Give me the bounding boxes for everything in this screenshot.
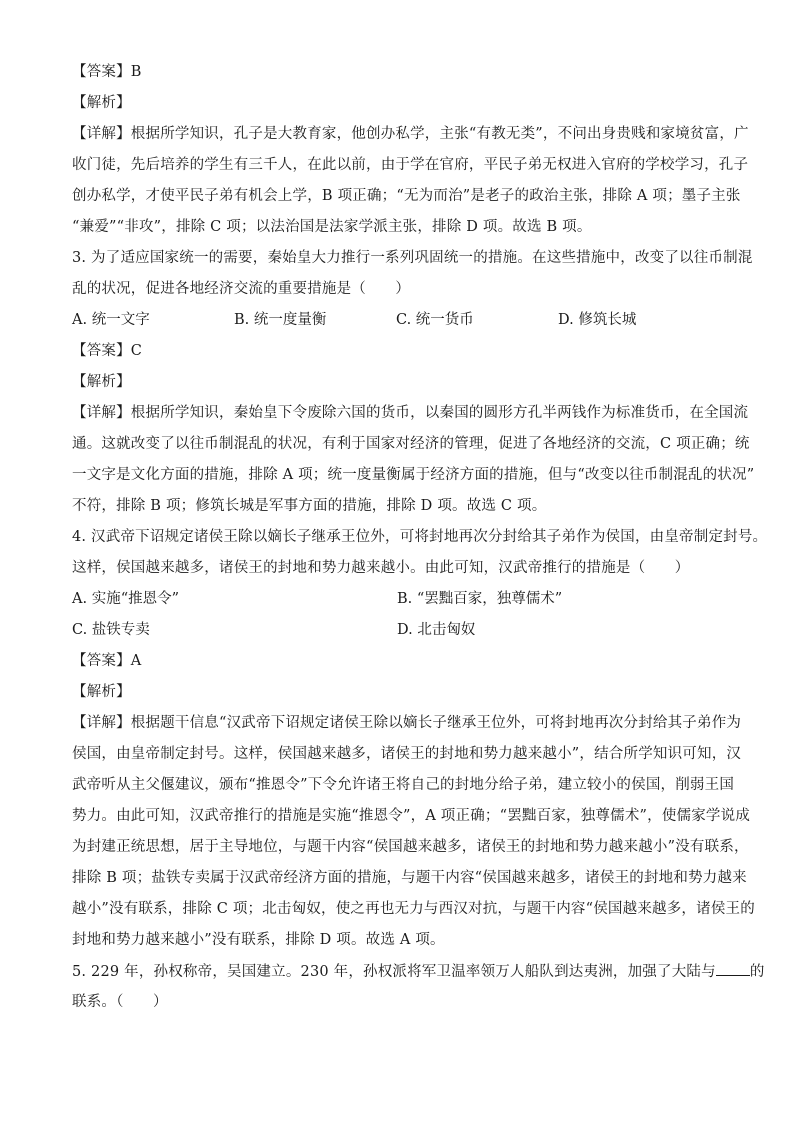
q4-option-c: C. 盐铁专卖 <box>72 622 150 638</box>
q2-analysis-heading: 【解析】 <box>72 95 131 111</box>
q4-analysis-heading: 【解析】 <box>72 684 131 700</box>
q3-analysis-heading: 【解析】 <box>72 374 131 390</box>
q2-answer: 【答案】B <box>72 64 142 80</box>
q4-detail-line: 【详解】根据题干信息“汉武帝下诏规定诸侯王除以嫡长子继承王位外，可将封地再次分封给其子弟作为 <box>72 715 742 731</box>
q4-option-d: D. 北击匈奴 <box>397 622 476 638</box>
q3-option-b: B. 统一度量衡 <box>234 312 327 328</box>
q3-option-c: C. 统一货币 <box>396 312 474 328</box>
q3-detail-line: 【详解】根据所学知识，秦始皇下令废除六国的货币，以秦国的圆形方孔半两钱作为标准货币，在全国流 <box>72 405 749 421</box>
q4-stem: 这样，侯国越来越多，诸侯王的封地和势力越来越小。由此可知，汉武帝推行的措施是（ ） <box>72 560 690 576</box>
q3-answer: 【答案】C <box>72 343 143 359</box>
q2-detail-line: 【详解】根据所学知识，孔子是大教育家，他创办私学，主张“有教无类”，不问出身贵贱和家境贫富，广 <box>72 126 749 142</box>
q4-option-a: A. 实施“推恩令” <box>72 591 180 607</box>
q5-stem <box>72 961 765 992</box>
q3-stem: 3. 为了适应国家统一的需要，秦始皇大力推行一系列巩固统一的措施。在这些措施中，改变了以往币制混 <box>72 250 753 266</box>
q4-detail-line: 武帝听从主父偃建议，颁布“推恩令”下令允许诸王将自己的封地分给子弟，建立较小的侯国，削弱王国 <box>72 777 735 793</box>
q4-detail-line: 排除 B 项；盐铁专卖属于汉武帝经济方面的措施，与题干内容“侯国越来越多，诸侯王的封地和势力越来 <box>72 870 747 886</box>
q4-stem: 4. 汉武帝下诏规定诸侯王除以嫡长子继承王位外，可将封地再次分封给其子弟作为侯国，由皇帝制定封号。 <box>72 529 768 545</box>
q5-fill-blank <box>716 961 750 976</box>
q5-stem: 联系。（ ） <box>72 994 168 1010</box>
q2-detail-line: “兼爱”“非攻”，排除 C 项；以法治国是法家学派主张，排除 D 项。故选 B 项。 <box>72 219 592 235</box>
document-page <box>72 62 768 1023</box>
q3-options <box>72 310 732 341</box>
q4-detail-line: 为封建正统思想，居于主导地位，与题干内容“侯国越来越多，诸侯王的封地和势力越来越小”没有联系， <box>72 839 749 855</box>
q4-answer: 【答案】A <box>72 653 142 669</box>
q5-stem-text-end: 的 <box>749 964 765 980</box>
q2-detail-line: 收门徒，先后培养的学生有三千人，在此以前，由于学在官府，平民子弟无权进入官府的学校学习，孔子 <box>72 157 749 173</box>
q4-detail-line: 侯国，由皇帝制定封号。这样，侯国越来越多，诸侯王的封地和势力越来越小”，结合所学知识可知，汉 <box>72 746 742 762</box>
q3-detail-line: 通。这就改变了以往币制混乱的状况，有利于国家对经济的管理，促进了各地经济的交流，C 项正确；统 <box>72 436 750 452</box>
q3-detail-line: 不符，排除 B 项；修筑长城是军事方面的措施，排除 D 项。故选 C 项。 <box>72 498 547 514</box>
q3-option-a: A. 统一文字 <box>72 312 150 328</box>
q3-option-d: D. 修筑长城 <box>558 312 637 328</box>
q5-stem-text: 5. 229 年，孙权称帝，吴国建立。230 年，孙权派将军卫温率领万人船队到达夷洲，加强了大陆与 <box>72 964 716 980</box>
q4-detail-line: 封地和势力越来越小”没有联系，排除 D 项。故选 A 项。 <box>72 932 445 948</box>
q2-detail-line: 创办私学，才使平民子弟有机会上学，B 项正确；“无为而治”是老子的政治主张，排除 A 项；墨子主张 <box>72 188 741 204</box>
q4-options-row2 <box>72 620 732 651</box>
q4-option-b: B. “罢黜百家，独尊儒术” <box>397 591 563 607</box>
q3-stem: 乱的状况，促进各地经济交流的重要措施是（ ） <box>72 281 411 297</box>
q3-detail-line: 一文字是文化方面的措施，排除 A 项；统一度量衡属于经济方面的措施，但与“改变以往币制混乱的状况” <box>72 467 755 483</box>
q4-detail-line: 势力。由此可知，汉武帝推行的措施是实施“推恩令”，A 项正确；“罢黜百家，独尊儒术”，使儒家学说成 <box>72 808 751 824</box>
q4-options-row1 <box>72 589 732 620</box>
q4-detail-line: 越小”没有联系，排除 C 项；北击匈奴，使之再也无力与西汉对抗，与题干内容“侯国越来越多，诸侯王的 <box>72 901 755 917</box>
